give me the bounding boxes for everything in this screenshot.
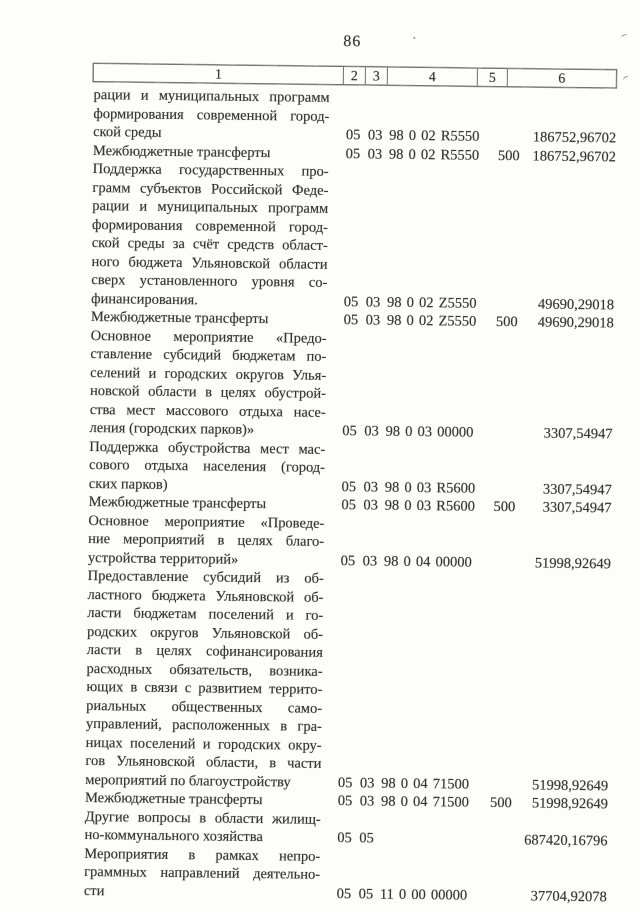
table-row: [83, 807, 607, 850]
name-line: ласти бюджетам поселений и го-: [87, 604, 323, 625]
row-code-expense-type: 500: [471, 498, 521, 517]
name-line: но-коммунального хозяйства: [84, 826, 320, 847]
page-number: 86: [292, 32, 412, 51]
row-code-subsection: 03: [356, 774, 378, 793]
table-row: [87, 511, 612, 573]
name-line: селений и городских округов Улья-: [90, 363, 326, 384]
table-body: [83, 86, 617, 906]
row-code-subsection: 03: [362, 293, 384, 312]
scan-speck: [413, 37, 415, 39]
row-amount: 3307,54947: [521, 498, 611, 518]
name-line: устройства территорий»: [88, 548, 324, 569]
name-line: формирования современной город-: [92, 216, 328, 237]
row-code-section: 05: [338, 496, 360, 515]
row-amount: 186752,96702: [526, 128, 616, 148]
name-line: родских округов Ульяновской об-: [87, 622, 323, 643]
row-name: [90, 160, 342, 311]
row-code-subsection: 03: [356, 792, 378, 811]
name-line: Межбюджетные трансферты: [93, 142, 329, 163]
row-code-subsection: 03: [359, 552, 381, 571]
row-code-subsection: 03: [360, 478, 382, 497]
name-line: сверх установленного уровня со-: [91, 271, 327, 292]
name-line: новской области в целях обустрой-: [90, 382, 326, 403]
row-amount: 37704,92078: [517, 887, 607, 907]
name-line: ласти в целях софинансирования: [87, 641, 323, 662]
row-name: [84, 567, 337, 792]
row-amount: 687420,16796: [517, 831, 607, 851]
column-header-3: 3: [366, 67, 388, 84]
row-code-target-article: 98 0 04 71500: [378, 793, 468, 813]
row-code-section: 05: [333, 884, 355, 903]
name-line: ления (городских парков)»: [89, 419, 325, 440]
row-code-section: 05: [334, 792, 356, 811]
row-code-subsection: 03: [360, 422, 382, 441]
row-code-subsection: 03: [364, 145, 386, 164]
name-line: ного бюджета Ульяновской области: [91, 252, 327, 273]
name-line: управлений, расположенных в гра-: [86, 715, 322, 736]
name-line: ских парков): [89, 474, 325, 495]
row-amount: 51998,92649: [518, 794, 608, 814]
name-line: Межбюджетные трансферты: [89, 493, 325, 514]
name-line: Основное мероприятие «Проведе-: [88, 511, 324, 532]
name-line: грамм субъектов Российской Феде-: [92, 179, 328, 200]
row-code-subsection: 05: [355, 829, 377, 848]
name-line: Поддержка государственных про-: [93, 160, 329, 181]
table-header-row: [93, 63, 617, 88]
name-line: граммных направлений деятельно-: [84, 863, 320, 884]
name-line: мероприятий по благоустройству: [85, 770, 321, 791]
row-amount: 3307,54947: [522, 424, 612, 444]
row-code-expense-type: 500: [468, 794, 518, 813]
row-code-target-article: 98 0 04 71500: [378, 774, 468, 794]
row-code-section: 05: [338, 422, 360, 441]
row-amount: 51998,92649: [518, 776, 608, 796]
column-header-1: 1: [94, 64, 344, 84]
row-code-section: 05: [342, 145, 364, 164]
row-amount: 3307,54947: [522, 480, 612, 500]
row-code-subsection: 03: [360, 496, 382, 515]
row-code-section: 05: [340, 293, 362, 312]
name-line: Основное мероприятие «Предо-: [91, 326, 327, 347]
name-line: ющих в связи с развитием террито-: [86, 678, 322, 699]
row-code-subsection: 03: [364, 126, 386, 145]
name-line: расходных обязательств, возника-: [86, 659, 322, 680]
name-line: ставление субсидий бюджетам по-: [90, 345, 326, 366]
name-line: ницах поселений и городских окру-: [86, 733, 322, 754]
row-code-target-article: 98 0 03 R5600: [381, 497, 471, 517]
name-line: ние мероприятий в целях благо-: [88, 530, 324, 551]
name-line: риальных общественных само-: [86, 696, 322, 717]
table-row: [92, 86, 617, 148]
row-code-target-article: 98 0 02 Z5550: [384, 293, 474, 313]
row-code-section: 05: [337, 552, 359, 571]
row-code-subsection: 05: [355, 885, 377, 904]
name-line: ской среды: [93, 123, 329, 144]
name-line: рации и муниципальных программ: [93, 86, 329, 107]
table-row: [88, 437, 613, 499]
name-line: Предоставление субсидий из об-: [88, 567, 324, 588]
name-line: Мероприятия в рамках непро-: [84, 844, 320, 865]
name-line: ластного бюджета Ульяновской об-: [87, 585, 323, 606]
row-code-target-article: 98 0 02 Z5550: [384, 312, 474, 332]
row-amount: 186752,96702: [526, 147, 616, 167]
name-line: Поддержка обустройства мест мас-: [89, 437, 325, 458]
row-code-target-article: 98 0 02 R5550: [386, 127, 476, 147]
column-header-2: 2: [344, 67, 366, 84]
table-row: [90, 160, 616, 314]
row-code-section: 05: [340, 311, 362, 330]
table-row: [83, 844, 608, 906]
scan-speck: [622, 75, 629, 81]
name-line: Другие вопросы в области жилищ-: [85, 807, 321, 828]
name-line: формирования современной город-: [93, 105, 329, 126]
row-code-target-article: 98 0 03 R5600: [382, 478, 472, 498]
table-row: [88, 326, 613, 443]
row-name: [88, 326, 339, 440]
row-amount: 51998,92649: [521, 554, 611, 574]
row-name: [83, 844, 334, 903]
row-amount: 49690,29018: [524, 313, 614, 333]
row-name: [87, 511, 338, 570]
row-amount: 49690,29018: [524, 295, 614, 315]
scan-speck: [621, 34, 628, 40]
row-code-expense-type: 500: [476, 146, 526, 165]
row-code-expense-type: 500: [474, 313, 524, 332]
name-line: Межбюджетные трансферты: [85, 789, 321, 810]
name-line: сти: [84, 881, 320, 902]
table-row: [84, 567, 611, 795]
name-line: ства мест массового отдыха насе-: [90, 400, 326, 421]
row-code-section: 05: [342, 126, 364, 145]
name-line: сового отдыха населения (город-: [89, 456, 325, 477]
column-header-6: 6: [508, 69, 616, 87]
row-code-target-article: 98 0 02 R5550: [386, 145, 476, 165]
name-line: гов Ульяновской области, в части: [85, 752, 321, 773]
column-header-4: 4: [388, 68, 478, 86]
budget-table: [83, 63, 617, 906]
row-name: [83, 807, 333, 847]
row-name: [92, 86, 343, 145]
name-line: рации и муниципальных программ: [92, 197, 328, 218]
row-code-target-article: 98 0 04 00000: [381, 552, 471, 572]
name-line: Межбюджетные трансферты: [91, 308, 327, 329]
row-code-target-article: 11 0 00 00000: [377, 885, 467, 905]
row-code-section: 05: [338, 478, 360, 497]
row-code-section: 05: [334, 774, 356, 793]
name-line: финансирования.: [91, 289, 327, 310]
row-code-section: 05: [333, 829, 355, 848]
row-code-subsection: 03: [362, 311, 384, 330]
row-name: [88, 437, 339, 496]
row-code-target-article: 98 0 03 00000: [382, 423, 472, 443]
name-line: ской среды за счёт средств област-: [92, 234, 328, 255]
column-header-5: 5: [478, 69, 508, 86]
